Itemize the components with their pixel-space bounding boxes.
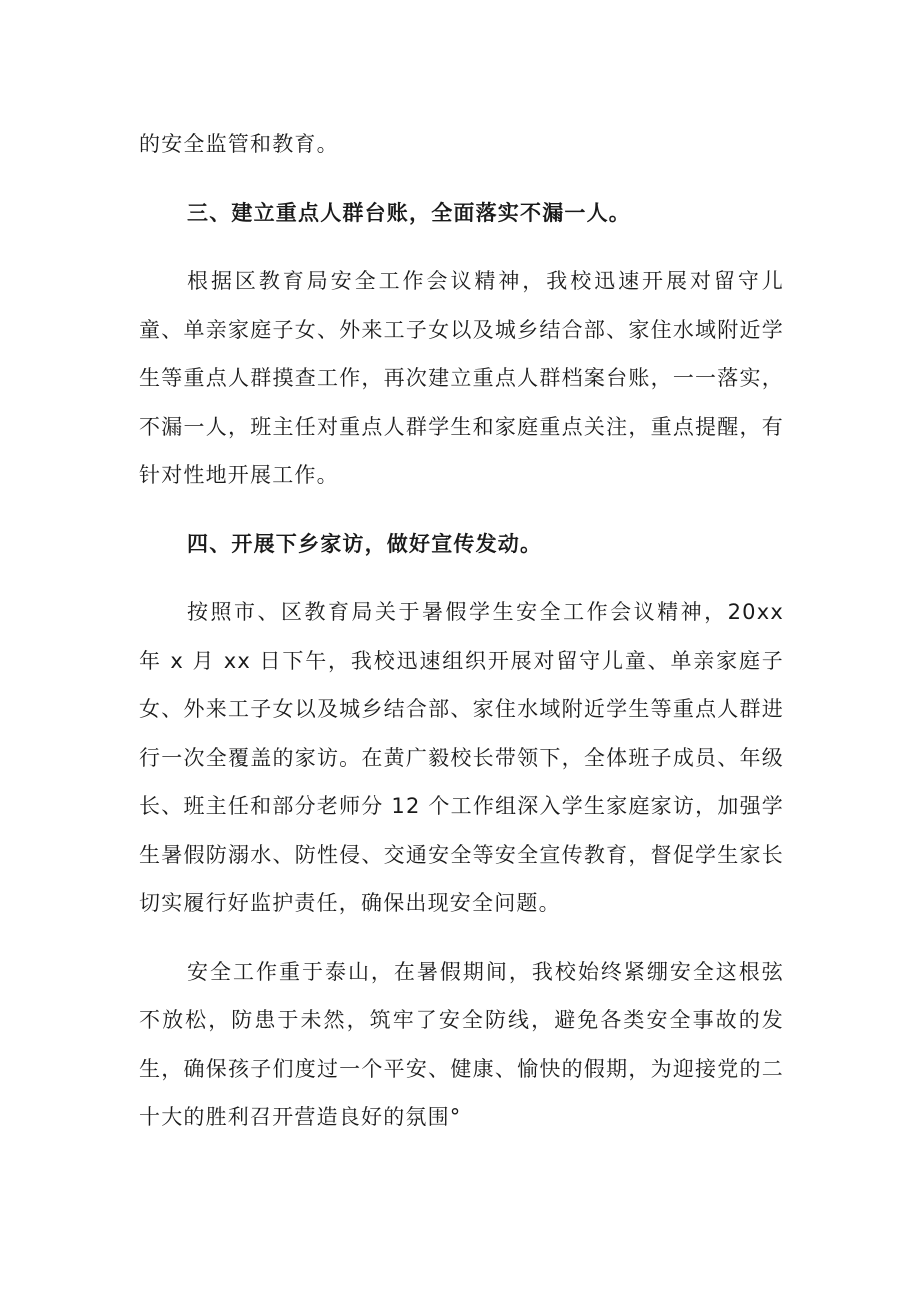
section-4-paragraph: 按照市、区教育局关于暑假学生安全工作会议精神，20xx 年 x 月 xx 日下午，我校迅速组织开展对留守儿童、单亲家庭子女、外来工子女以及城乡结合部、家住水域附近学生等重点人群进行一次全覆盖的家访。在黄广毅校长带领下，全体班子成员、年级长、班主任和部分老师分 12 个工作组深入学生家庭家访，加强学生暑假防溺水、防性侵、交通安全等安全宣传教育，督促学生家长切实履行好监护责任，确保出现安全问题。 [139, 600, 784, 915]
section-3-paragraph: 根据区教育局安全工作会议精神，我校迅速开展对留守儿童、单亲家庭子女、外来工子女以及城乡结合部、家住水域附近学生等重点人群摸查工作，再次建立重点人群档案台账，一一落实，不漏一人，班主任对重点人群学生和家庭重点关注，重点提醒，有针对性地开展工作。 [139, 269, 784, 487]
section-4-heading: 四、开展下乡家访，做好宣传发动。 [187, 531, 543, 556]
section-3-heading: 三、建立重点人群台账，全面落实不漏一人。 [187, 200, 631, 225]
continuation-text: 的安全监管和教育。 [139, 132, 339, 156]
closing-paragraph: 安全工作重于泰山，在暑假期间，我校始终紧绷安全这根弦不放松，防患于未然，筑牢了安全防线，避免各类安全事故的发生，确保孩子们度过一个平安、健康、愉快的假期，为迎接党的二十大的胜利召开营造良好的氛围° [139, 959, 784, 1129]
document-body [139, 120, 784, 1162]
